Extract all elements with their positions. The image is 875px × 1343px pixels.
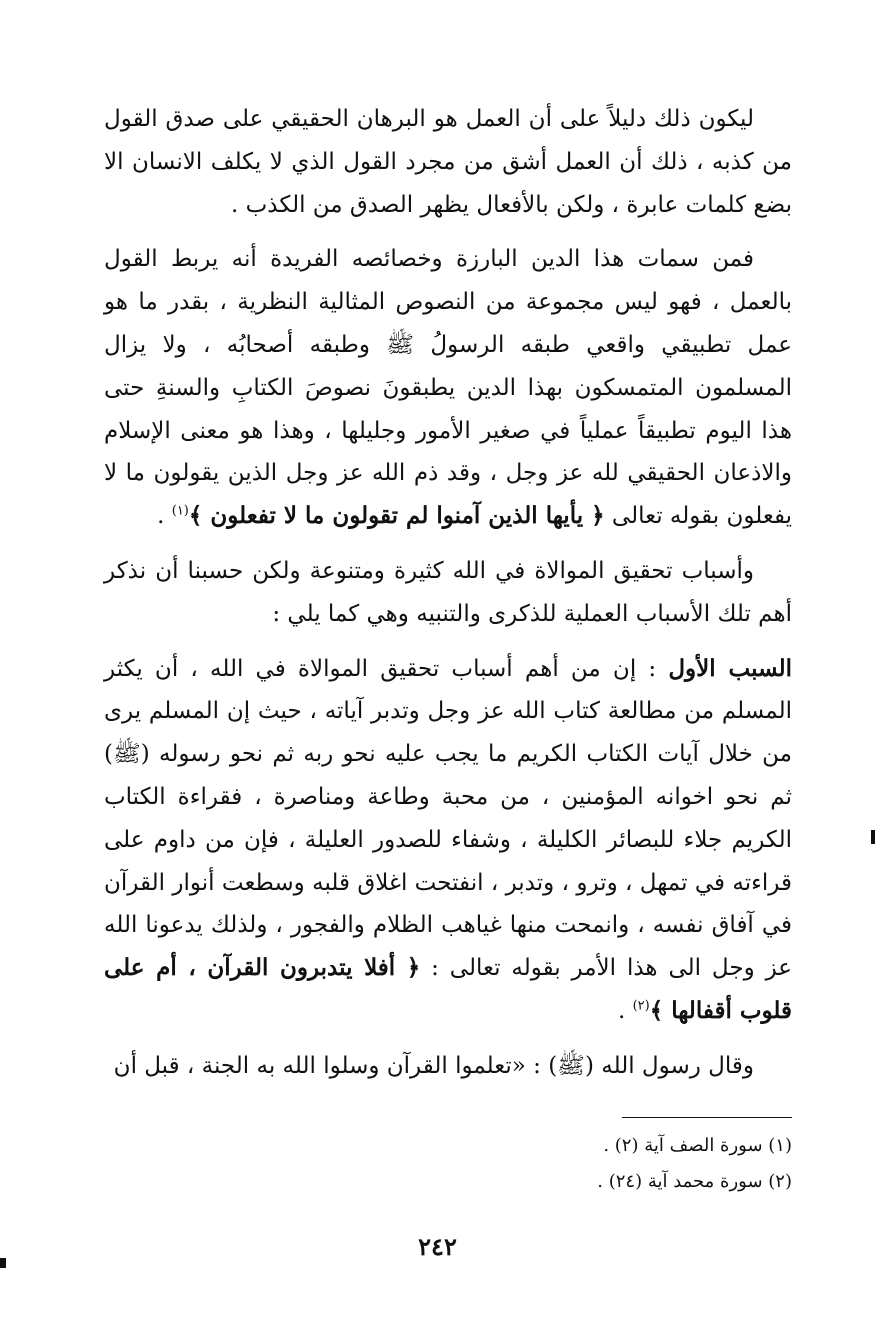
footnote-2: (٢) سورة محمد آية (٢٤) . [597, 1171, 792, 1192]
paragraph-2 [104, 238, 792, 538]
paragraph-5-text: وقال رسول الله (ﷺ) : «تعلموا القرآن وسلوا الله به الجنة ، قبل أن [113, 1052, 754, 1079]
footnote-divider [622, 1117, 792, 1118]
paragraph-2-end: . [157, 503, 172, 530]
quran-quote-1: ﴿ يأيها الذين آمنوا لم تقولون ما لا تفعلون ﴾ [188, 502, 605, 530]
paragraph-4-text: : إن من أهم أسباب تحقيق الموالاة في الله ، أن يكثر المسلم من مطالعة كتاب الله عز وجل وتدبر آياته ، حيث إن المسلم يرى من خلال آيات الكتاب الكريم ما يجب عليه نحو ربه ثم نحو رسوله (ﷺ) ثم نحو اخوانه المؤمنين ، من محبة وطاعة ومناصرة ، فقراءة الكتاب الكريم جلاء للبصائر الكليلة ، وشفاء للصدور العليلة ، فإن من داوم على قراءته في تمهل ، وترو ، وتدبر ، انفتحت اغلاق قلبه وسطعت أنوار القرآن في آفاق نفسه ، وانمحت منها غياهب الظلام والفجور ، ولذلك يدعونا الله عز وجل الى هذا الأمر بقوله تعالى : [104, 655, 792, 982]
paragraph-5 [104, 1045, 792, 1088]
footnote-1: (١) سورة الصف آية (٢) . [603, 1135, 792, 1156]
paragraph-1 [104, 98, 792, 226]
footnotes [272, 1128, 792, 1200]
paragraph-2-text: فمن سمات هذا الدين البارزة وخصائصه الفريدة أنه يربط القول بالعمل ، فهو ليس مجموعة من النصوص المثالية النظرية ، بقدر ما هو عمل تطبيقي واقعي طبقه الرسولُ ﷺ وطبقه أصحابُه ، ولا يزال المسلمون المتمسكون بهذا الدين يطبقونَ نصوصَ الكتابِ والسنةِ حتى هذا اليوم تطبيقاً عملياً في صغير الأمور وجليلها ، وهذا هو معنى الإسلام والاذعان الحقيقي لله عز وجل ، وقد ذم الله عز وجل الذين يقولون ما لا يفعلون بقوله تعالى [104, 246, 792, 530]
paragraph-3-text: وأسباب تحقيق الموالاة في الله كثيرة ومتنوعة ولكن حسبنا أن نذكر أهم تلك الأسباب العملية للذكرى والتنبيه وهي كما يلي : [104, 557, 792, 627]
scan-edge-mark-right [871, 830, 875, 844]
page-number: ٢٤٢ [418, 1232, 457, 1261]
footnote-ref-1: (١) [171, 503, 189, 519]
section-lead: السبب الأول [668, 654, 792, 682]
paragraph-4 [104, 648, 792, 1033]
scan-edge-mark-left [0, 1258, 6, 1268]
page-body [104, 98, 792, 1100]
quran-quote-2: ﴿ أفلا يتدبرون القرآن ، أم على قلوب أقفالها ﴾ [104, 954, 792, 1024]
paragraph-1-text: ليكون ذلك دليلاً على أن العمل هو البرهان الحقيقي على صدق القول من كذبه ، ذلك أن العمل أشق من مجرد القول الذي لا يكلف الانسان الا بضع كلمات عابرة ، ولكن بالأفعال يظهر الصدق من الكذب . [104, 106, 792, 218]
paragraph-3 [104, 550, 792, 636]
footnote-ref-2: (٢) [632, 998, 650, 1014]
paragraph-4-end: . [617, 997, 633, 1024]
